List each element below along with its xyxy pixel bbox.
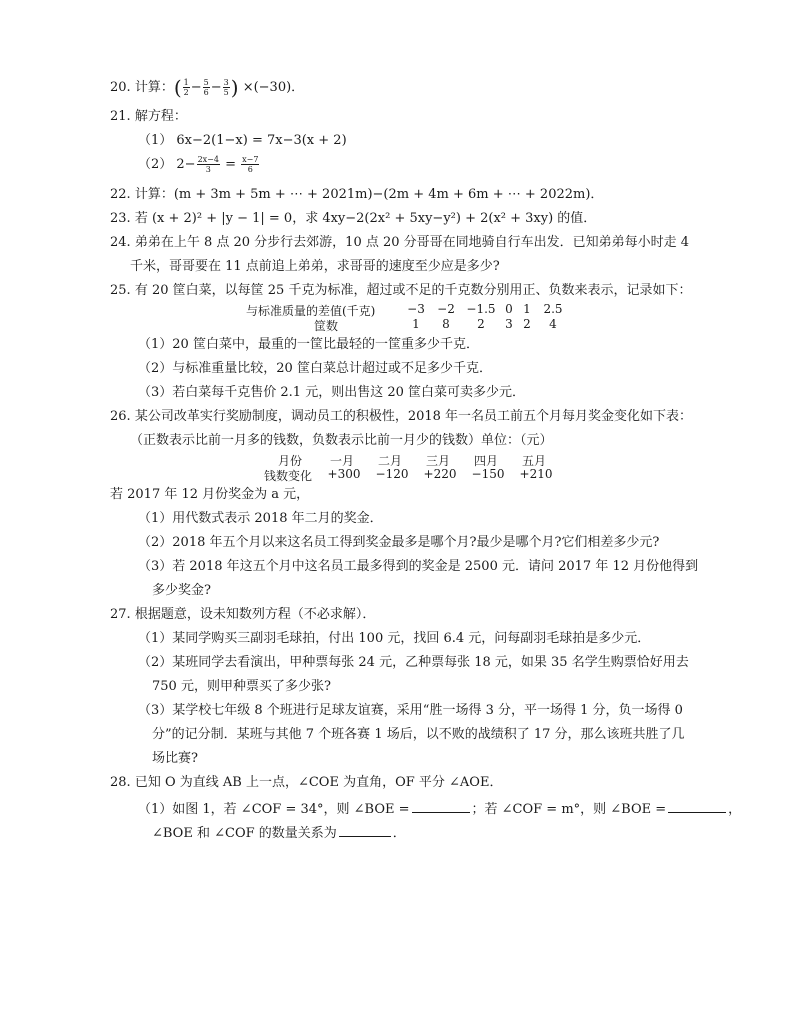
question-text: 若 (x + 2)² + |y − 1| = 0，求 4xy−2(2x² + 5xy−y²) + 2(x² + 3xy) 的值． — [134, 211, 597, 226]
answer-blank-3[interactable] — [339, 824, 391, 837]
table-cell: 2.5 — [543, 302, 563, 316]
question-number: 28. — [110, 775, 131, 790]
question-number: 20. — [110, 80, 131, 95]
question-22 — [110, 186, 603, 204]
table-row-month — [258, 452, 558, 467]
question-text-line-1: 有 20 筐白菜，以每筐 25 千克为标准，超过或不足的千克数分别用正、负数来表示，记录如下： — [134, 283, 692, 298]
question-24 — [110, 234, 689, 252]
table-cell: +220 — [423, 467, 457, 481]
table-cell: 1 — [523, 302, 531, 316]
table-cell: 0 — [505, 302, 513, 316]
table-cell: 二月 — [377, 454, 402, 468]
table-cell: −120 — [375, 467, 409, 481]
question-number: 21. — [110, 109, 131, 124]
question-number: 24. — [110, 235, 131, 250]
table-cell: −1.5 — [466, 302, 496, 316]
table-cell: 2 — [523, 317, 531, 331]
table-cell: +210 — [519, 467, 553, 481]
table-cell: 1 — [412, 317, 420, 331]
question-27-part-3: （3）某学校七年级 8 个班进行足球友谊赛，采用“胜一场得 3 分，平一场得 1 分，负一场得 0 — [138, 703, 683, 718]
question-text-line-1: 弟弟在上午 8 点 20 分步行去郊游，10 点 20 分哥哥在同地骑自行车出发．已知弟弟每小时走 4 — [134, 235, 690, 250]
row-label-change: 钱数变化 — [263, 469, 312, 483]
question-26-line-3: 若 2017 年 12 月份奖金为 a 元， — [110, 487, 310, 502]
question-label: 已知 O 为直线 AB 上一点，∠COE 为直角，OF 平分 ∠AOE． — [134, 775, 503, 790]
question-25-part-2: （2）与标准重量比较，20 筐白菜总计超过或不足多少千克． — [138, 361, 492, 376]
question-25 — [110, 282, 691, 300]
table-row-diff — [246, 302, 586, 317]
question-20: 20. 计算：( $\frac{1}{2}$ − $\frac{5}{6}$ − $\frac{3}{5}$ ) ×(−30)． — [110, 75, 305, 100]
question-27-part-3-cont-1: 分”的记分制．某班与其他 7 个班各赛 1 场后，以不败的战绩积了 17 分，那么该班共胜了几 — [152, 727, 685, 742]
question-number: 23. — [110, 211, 131, 226]
table-cell: 五月 — [521, 454, 546, 468]
question-text-line-1: 某公司改革实行奖励制度，调动员工的积极性，2018 年一名员工前五个月每月奖金变化如下表： — [134, 409, 693, 424]
table-row-count — [246, 317, 586, 332]
question-26 — [110, 408, 692, 426]
question-26-line-2: （正数表示比前一月多的钱数，负数表示比前一月少的钱数）单位：（元） — [130, 433, 553, 448]
table-cell: −2 — [437, 302, 455, 316]
table-cell: 一月 — [329, 454, 354, 468]
row-label-count: 筐数 — [313, 319, 338, 333]
question-26-part-1: （1）用代数式表示 2018 年二月的奖金． — [138, 511, 383, 526]
fraction-2x-4-over-3: $\frac{2x-4}{3}$ — [197, 155, 219, 174]
fraction-1-2: $\frac{1}{2}$ — [183, 78, 189, 97]
question-number: 25. — [110, 283, 131, 298]
question-number: 22. — [110, 187, 131, 202]
question-label: 计算： — [134, 80, 174, 95]
question-text: 计算：(m + 3m + 5m + ⋯ + 2021m)−(2m + 4m + 6m + ⋯ + 2022m)． — [134, 187, 604, 202]
question-27-part-1: （1）某同学购买三副羽毛球拍，付出 100 元，找回 6.4 元，问每副羽毛球拍是多少元． — [138, 631, 651, 646]
question-number: 26. — [110, 409, 131, 424]
question-23 — [110, 210, 596, 228]
table-cell: +300 — [327, 467, 361, 481]
question-26-part-3-cont: 多少奖金? — [152, 583, 211, 598]
table-cell: −150 — [471, 467, 505, 481]
answer-blank-1[interactable] — [412, 800, 470, 813]
table-cell: 4 — [549, 317, 557, 331]
question-24-line-2: 千米，哥哥要在 11 点前追上弟弟，求哥哥的速度至少应是多少? — [130, 259, 500, 274]
question-21-part-1: （1） 6x−2(1−x) = 7x−3(x + 2) — [138, 133, 347, 148]
question-label: 根据题意，设未知数列方程（不必求解）． — [134, 607, 376, 622]
table-cell: 三月 — [425, 454, 450, 468]
question-28 — [110, 774, 502, 792]
question-label: 解方程： — [134, 109, 187, 124]
question-28-part-1-cont: ∠BOE 和 ∠COF 的数量关系为 ． — [152, 826, 406, 841]
table-cell: 8 — [442, 317, 450, 331]
table-cell: 3 — [505, 317, 513, 331]
question-26-part-2: （2）2018 年五个月以来这名员工得到奖金最多是哪个月?最少是哪个月?它们相差多少元? — [138, 535, 660, 550]
bonus-change-table — [258, 452, 558, 482]
fraction-5-6: $\frac{5}{6}$ — [203, 78, 209, 97]
question-27 — [110, 606, 375, 624]
question-26-part-3: （3）若 2018 年这五个月中这名员工最多得到的奖金是 2500 元．请问 2017 年 12 月份他得到 — [138, 559, 699, 574]
fraction-3-5: $\frac{3}{5}$ — [223, 78, 229, 97]
question-21-part-2: （2） 2− $\frac{2x-4}{3}$ = $\frac{x-7}{6}$ — [138, 155, 259, 174]
question-27-part-2-cont: 750 元，则甲种票买了多少张? — [152, 679, 331, 694]
answer-blank-2[interactable] — [668, 800, 726, 813]
question-21 — [110, 108, 187, 126]
question-25-part-3: （3）若白菜每千克售价 2.1 元，则出售这 20 筐白菜可卖多少元． — [138, 385, 526, 400]
fraction-x-7-over-6: $\frac{x-7}{6}$ — [242, 155, 259, 174]
question-28-part-1: （1）如图 1，若 ∠COF = 34°，则 ∠BOE = ；若 ∠COF = m°，则 ∠BOE = ， — [138, 802, 742, 817]
table-row-change — [258, 467, 558, 482]
row-label-month: 月份 — [277, 454, 302, 468]
question-27-part-2: （2）某班同学去看演出，甲种票每张 24 元，乙种票每张 18 元，如果 35 名学生购票恰好用去 — [138, 655, 689, 670]
question-27-part-3-cont-2: 场比赛? — [152, 751, 198, 766]
row-label-diff: 与标准质量的差值(千克) — [246, 304, 376, 318]
question-number: 27. — [110, 607, 131, 622]
question-tail: ×(−30)． — [242, 80, 305, 95]
question-25-part-1: （1）20 筐白菜中，最重的一筐比最轻的一筐重多少千克． — [138, 337, 479, 352]
table-cell: 2 — [477, 317, 485, 331]
table-cell: −3 — [407, 302, 425, 316]
cabbage-weight-table — [246, 302, 586, 332]
table-cell: 四月 — [473, 454, 498, 468]
